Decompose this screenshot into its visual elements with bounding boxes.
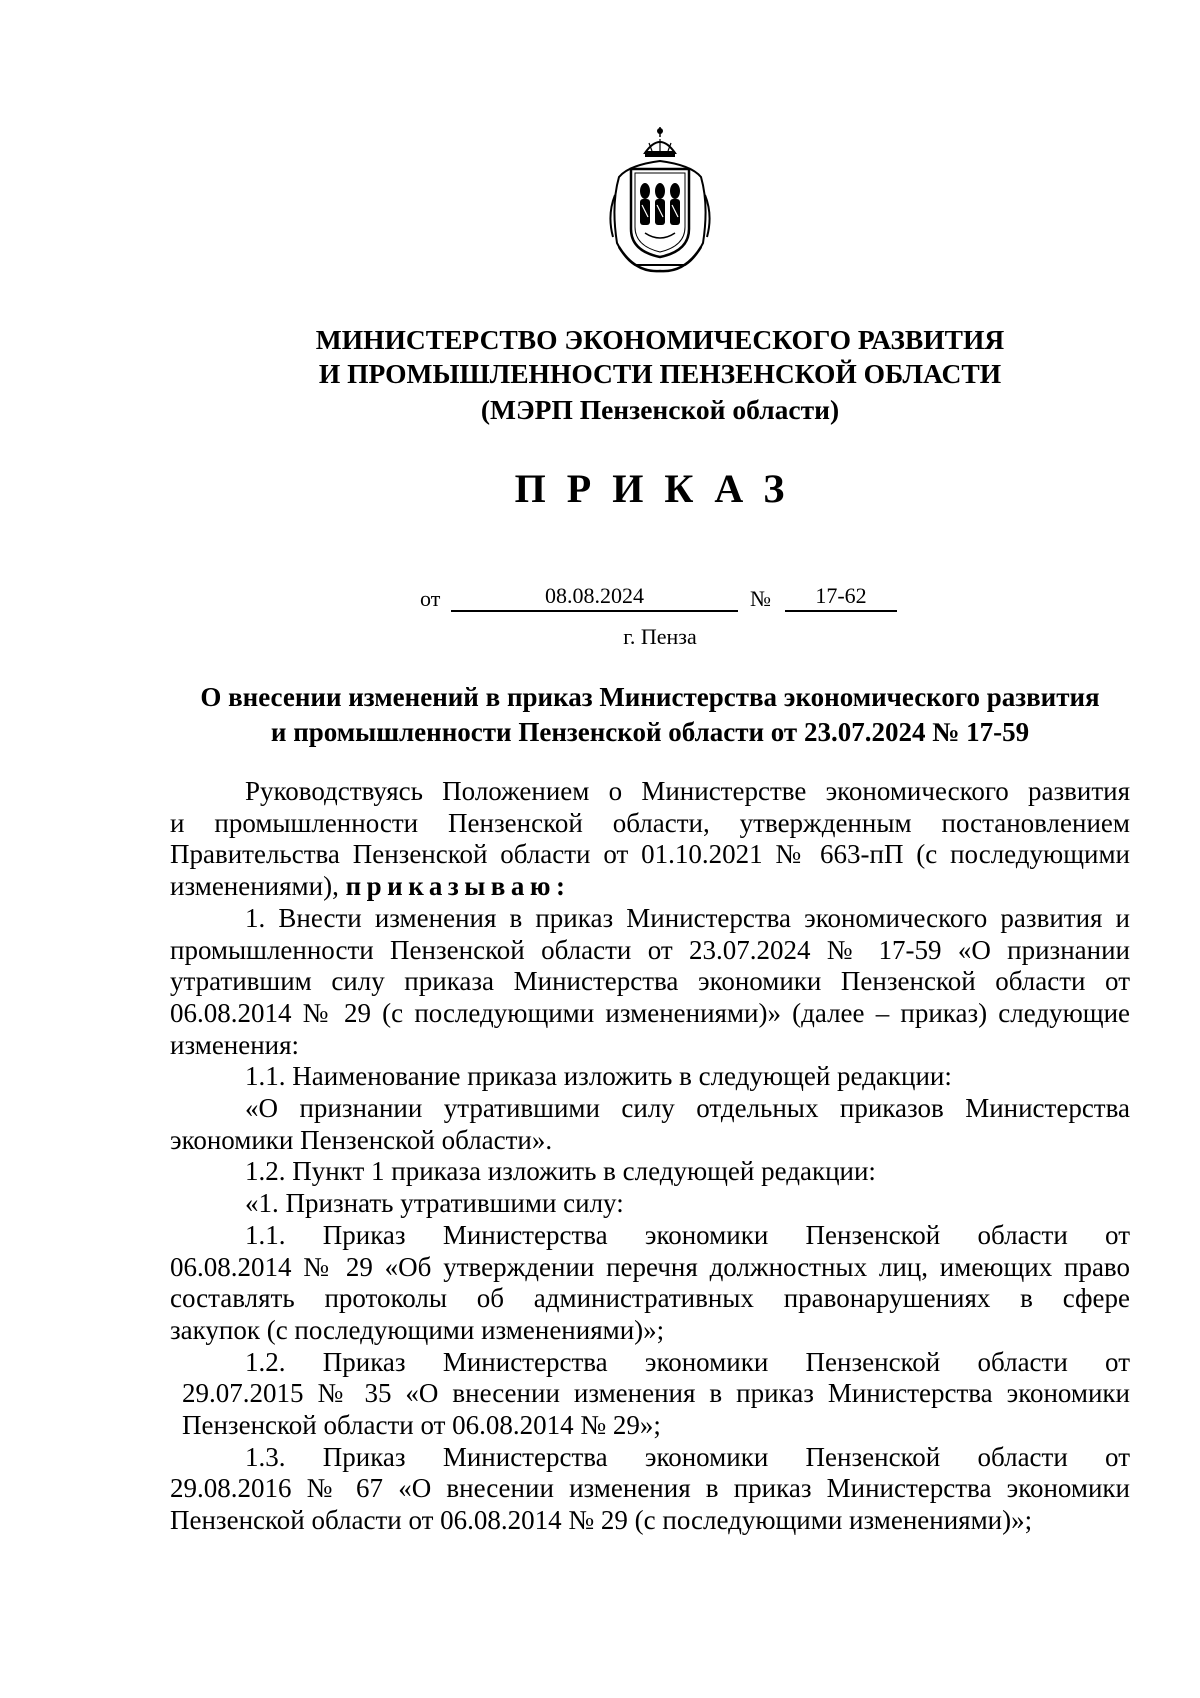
paragraph-preamble-l4 xyxy=(170,871,1130,903)
quote-item-1-1-l1: 1.1. Приказ Министерства экономики Пензенской области от xyxy=(245,1219,1130,1250)
item-1-1: 1.1. Наименование приказа изложить в следующей редакции: xyxy=(245,1061,952,1092)
quote-item-1-1-l3: составлять протоколы об административных правонарушениях в сфере xyxy=(170,1283,1130,1314)
number-prefix: № xyxy=(750,586,771,611)
quote-item-1-3-l1: 1.3. Приказ Министерства экономики Пензенской области от xyxy=(245,1441,1130,1472)
date-prefix: от xyxy=(420,586,441,611)
quote-item-1-2-l3: Пензенской области от 06.08.2014 № 29»; xyxy=(182,1410,661,1441)
paragraph-preamble-l3: Правительства Пензенской области от 01.10.2021 № 663-пП (с последующими xyxy=(170,839,1130,870)
order-date: 08.08.2024 xyxy=(451,580,738,612)
order-subject-line2: и промышленности Пензенской области от 23.07.2024 № 17-59 xyxy=(270,717,1030,747)
ministry-name-line2: И ПРОМЫШЛЕННОСТИ ПЕНЗЕНСКОЙ ОБЛАСТИ xyxy=(318,358,1002,389)
order-number: 17-62 xyxy=(785,580,897,612)
decree-word: приказываю: xyxy=(345,871,571,902)
order-body xyxy=(170,776,1130,1537)
item-1-l1: 1. Внести изменения в приказ Министерства экономического развития и xyxy=(245,902,1130,933)
quote-item-1-3-l2: 29.08.2016 № 67 «О внесении изменения в приказ Министерства экономики xyxy=(170,1473,1130,1504)
quote-item-1-2-l1: 1.2. Приказ Министерства экономики Пензенской области от xyxy=(245,1346,1130,1377)
order-date-number-line xyxy=(0,580,1200,620)
issue-city: г. Пенза xyxy=(623,624,697,649)
paragraph-preamble-l1: Руководствуясь Положением о Министерстве экономического развития xyxy=(245,776,1130,806)
ministry-abbreviation: (МЭРП Пензенской области) xyxy=(480,394,840,425)
quote-item-1-3-l3: Пензенской области от 06.08.2014 № 29 (с последующими изменениями)»; xyxy=(170,1505,1033,1536)
quote-item-1-1-l4: закупок (с последующими изменениями)»; xyxy=(170,1314,665,1345)
ministry-name-line1: МИНИСТЕРСТВО ЭКОНОМИЧЕСКОГО РАЗВИТИЯ xyxy=(315,324,1005,355)
ministry-header xyxy=(200,323,1120,433)
item-1-l2: промышленности Пензенской области от 23.07.2024 № 17-59 «О признании xyxy=(170,934,1130,965)
new-title-quote-l2: экономики Пензенской области». xyxy=(170,1124,553,1155)
item-1-l5: изменения: xyxy=(170,1029,300,1060)
item-1-l4: 06.08.2014 № 29 (с последующими изменениями)» (далее – приказ) следующие xyxy=(170,997,1130,1028)
order-subject xyxy=(170,680,1130,750)
item-1-l3: утратившим силу приказа Министерства экономики Пензенской области от xyxy=(170,966,1130,997)
new-title-quote-l1: «О признании утратившими силу отдельных приказов Министерства xyxy=(245,1093,1130,1124)
quote-item-1-2-l2: 29.07.2015 № 35 «О внесении изменения в приказ Министерства экономики xyxy=(182,1378,1130,1409)
order-subject-line1: О внесении изменений в приказ Министерства экономического развития xyxy=(200,682,1100,712)
paragraph-preamble-l2: и промышленности Пензенской области, утвержденным постановлением xyxy=(170,807,1130,838)
preamble-ending: изменениями), xyxy=(170,871,339,902)
coat-of-arms-emblem xyxy=(605,125,715,275)
document-title: ПРИКАЗ xyxy=(514,466,806,511)
quote-item-1: «1. Признать утратившими силу: xyxy=(245,1188,624,1219)
item-1-2: 1.2. Пункт 1 приказа изложить в следующей редакции: xyxy=(245,1156,876,1187)
quote-item-1-1-l2: 06.08.2014 № 29 «Об утверждении перечня должностных лиц, имеющих право xyxy=(170,1251,1130,1282)
